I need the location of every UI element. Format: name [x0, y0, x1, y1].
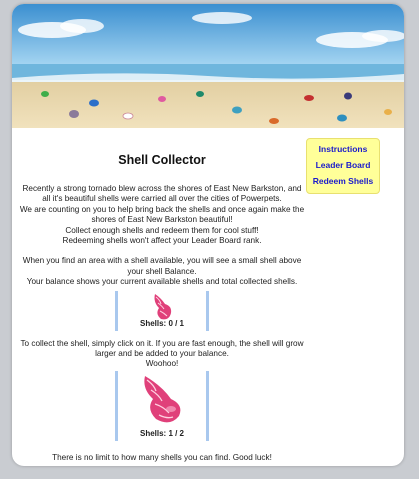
leader-board-link[interactable]: Leader Board	[315, 160, 371, 170]
instructions-link[interactable]: Instructions	[318, 144, 368, 154]
large-shell-demo	[115, 371, 209, 441]
small-shell-icon[interactable]	[149, 292, 175, 322]
beach-banner	[12, 4, 404, 128]
large-balance-label: Shells: 1 / 2	[139, 428, 185, 438]
main-card	[12, 4, 404, 466]
main-content	[12, 128, 312, 463]
balance-info-text: When you find an area with a shell available, you will see a small shell above your shell Balance. Your balance shows your current available shells and total collected shells.	[22, 256, 302, 287]
intro-text: Recently a strong tornado blew across the shores of East New Barkston, and all it's beautiful shells were carried all over the cities of Powerpets. We are counting on you to help bring back the shells and once again make the shores of East New Barkston beautiful! Collect enough shells and redeem them for cool stuff! Redeeming shells won't affect your Leader Board rank.	[19, 184, 305, 246]
collect-info-text: To collect the shell, simply click on it. If you are fast enough, the shell will grow larger and be added to your balance. Woohoo!	[20, 338, 304, 369]
redeem-shells-link[interactable]: Redeem Shells	[312, 176, 374, 186]
page-title: Shell Collector	[118, 153, 206, 167]
large-shell-icon[interactable]	[137, 373, 187, 429]
sidebar-menu	[306, 138, 380, 194]
small-balance-label: Shells: 0 / 1	[139, 318, 185, 328]
small-shell-demo	[115, 291, 209, 331]
footer-text: There is no limit to how many shells you can find. Good luck!	[52, 452, 272, 462]
